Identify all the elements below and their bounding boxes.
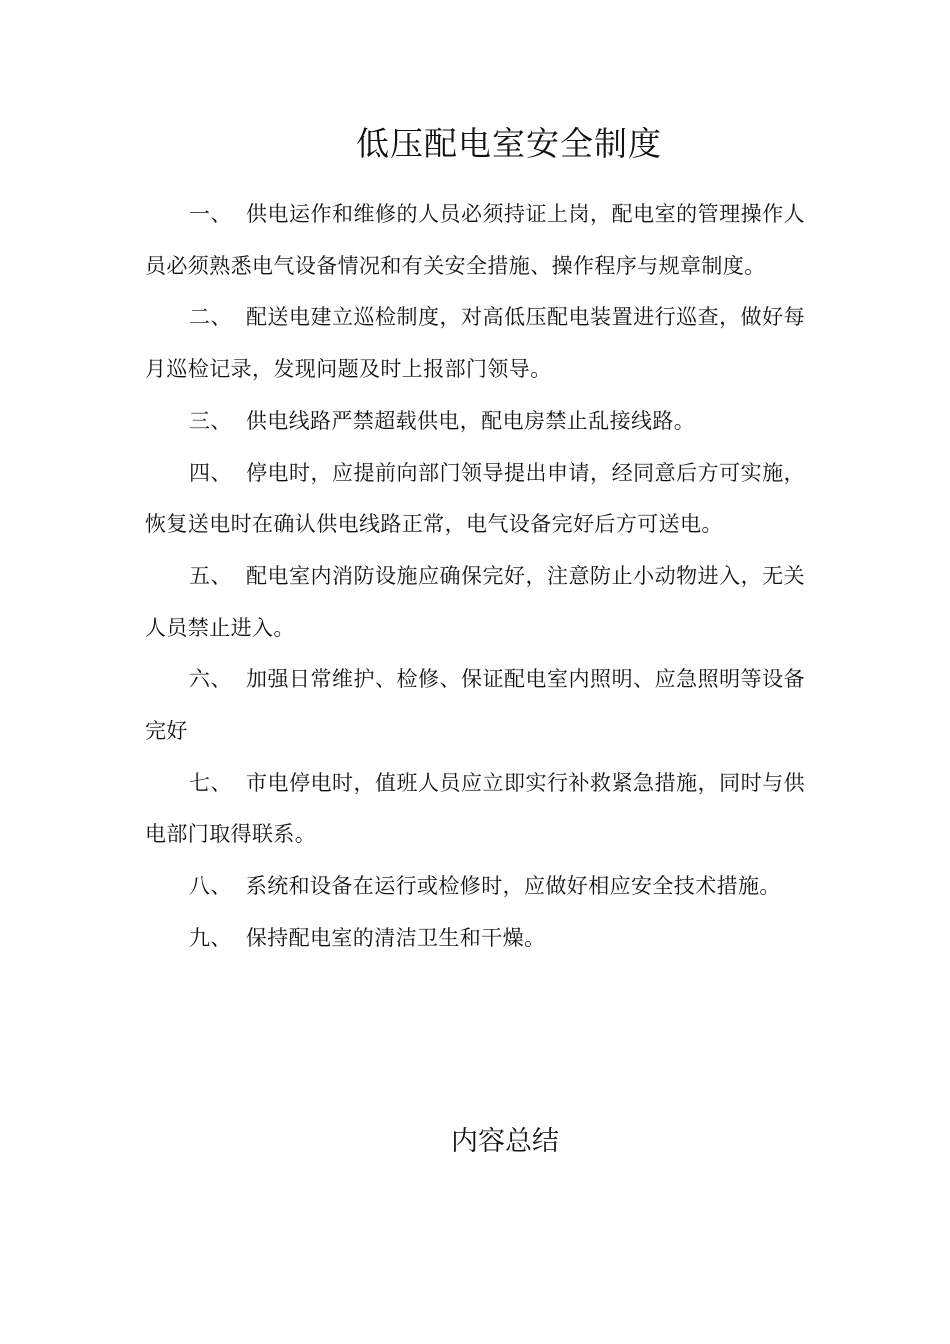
clause-number: 五、 (189, 563, 233, 588)
clause-3 (145, 396, 805, 448)
clause-text: 配电室内消防设施应确保完好，注意防止小动物进入，无关人员禁止进入。 (145, 563, 805, 640)
clause-1 (145, 189, 805, 292)
clause-text: 供电运作和维修的人员必须持证上岗，配电室的管理操作人员必须熟悉电气设备情况和有关安全措施、操作程序与规章制度。 (145, 202, 805, 278)
clause-number: 八、 (189, 874, 232, 899)
summary-heading: 内容总结 (451, 1126, 559, 1157)
clause-text: 加强日常维护、检修、保证配电室内照明、应急照明等设备完好 (145, 667, 805, 744)
clause-number: 一、 (189, 202, 233, 226)
clause-4 (145, 448, 805, 551)
clause-text: 配送电建立巡检制度，对高低压配电装置进行巡查，做好每月巡检记录，发现问题及时上报部门领导。 (145, 305, 805, 382)
clause-text: 市电停电时，值班人员应立即实行补救紧急措施，同时与供电部门取得联系。 (145, 770, 805, 847)
clause-text: 停电时，应提前向部门领导提出申请，经同意后方可实施，恢复送电时在确认供电线路正常，电气设备完好后方可送电。 (145, 460, 805, 537)
clause-8 (145, 861, 805, 913)
clause-2 (145, 292, 805, 395)
clause-number: 九、 (189, 925, 232, 950)
page-title: 低压配电室安全制度 (356, 124, 662, 163)
clause-list (145, 189, 805, 965)
clause-text: 保持配电室的清洁卫生和干燥。 (245, 925, 546, 950)
clause-number: 四、 (189, 460, 233, 485)
clause-7 (145, 758, 805, 861)
clause-number: 七、 (189, 770, 233, 795)
clause-number: 三、 (189, 408, 232, 433)
clause-text: 系统和设备在运行或检修时，应做好相应安全技术措施。 (245, 874, 781, 899)
clause-text: 供电线路严禁超载供电，配电房禁止乱接线路。 (245, 408, 696, 433)
clause-9 (145, 913, 805, 965)
clause-number: 六、 (189, 667, 233, 692)
clause-number: 二、 (189, 305, 233, 330)
clause-5 (145, 551, 805, 654)
clause-6 (145, 654, 805, 757)
